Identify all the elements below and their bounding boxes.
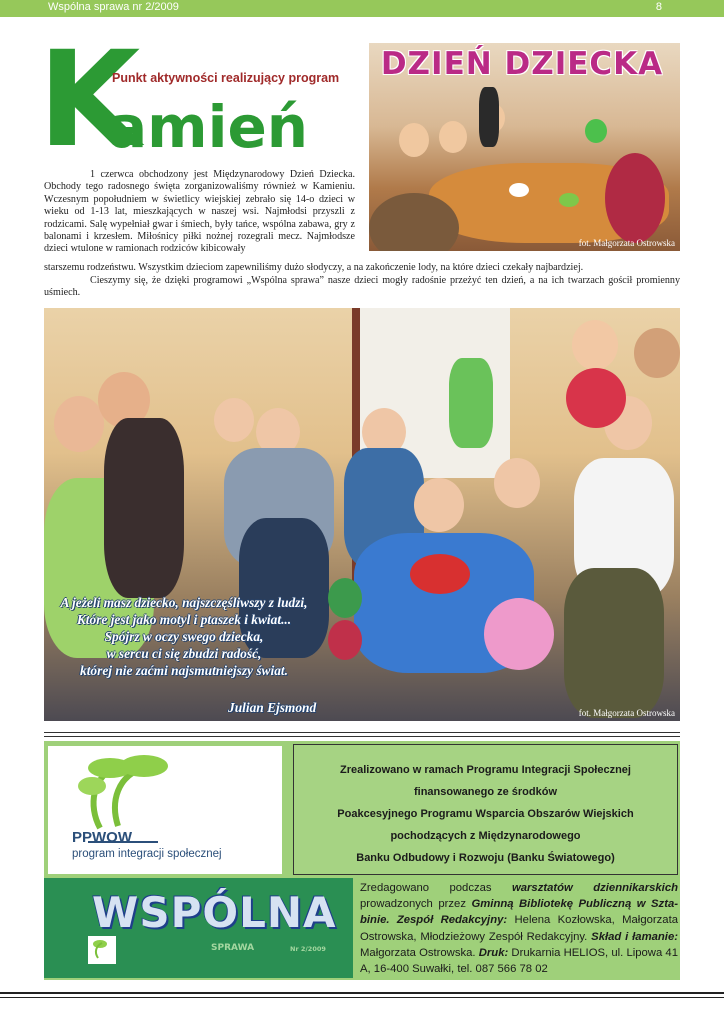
newsletter-title: WSPÓLNA	[92, 888, 337, 937]
page-header	[0, 0, 724, 17]
editorial-credits	[360, 880, 678, 977]
divider-top	[44, 732, 680, 733]
editorial-text: Helena Kozłowska, Małgorzata Ostrowska, Młodzieżowy Zespół Redakcyjny.	[360, 914, 678, 943]
photo-credit-bottom: fot. Małgorzata Ostrowska	[578, 708, 675, 718]
ppwow-mini-tree-icon	[88, 936, 116, 964]
editorial-text: Małgorzata Ostrowska.	[360, 946, 479, 959]
article-title: DZIEŃ DZIECKA	[380, 46, 664, 82]
divider-top-2	[44, 736, 680, 737]
editorial-text: Drukarnia HELIOS, ul. Lipowa 41 A, 16-400 Suwałki, tel. 087 566 78 02	[360, 946, 678, 976]
funding-line: Poakcesyjnego Programu Wsparcia Obszarów Wiejskich	[337, 808, 634, 820]
funding-line: Zrealizowano w ramach Programu Integracji Społecznej	[340, 764, 631, 776]
bottom-rule-2	[0, 997, 724, 998]
poem	[40, 594, 328, 679]
article-paragraph-1-end: starszemu rodzeństwu. Wszystkim dzieciom zapewniliśmy dużo słodyczy, a na zakończenie lody, na które dzieci czekały najbardziej.	[44, 262, 584, 273]
kamien-logo-subtitle: Punkt aktywności realizujący program	[112, 71, 340, 85]
editorial-bold: warsztatów dziennikarskich	[511, 882, 678, 894]
poem-line: Spójrz w oczy swego dziecka,	[104, 629, 264, 644]
editorial-text: prowadzonych przez	[360, 898, 472, 911]
poem-author: Julian Ejsmond	[228, 700, 317, 715]
funding-line: Banku Odbudowy i Rozwoju (Banku Światowego)	[356, 852, 615, 864]
editorial-bold: Druk:	[478, 946, 509, 959]
funding-text	[293, 759, 678, 869]
editorial-bold: Gminną Bibliotekę Publiczną w Szta-binie. Zespół Redakcyjny:	[360, 898, 678, 927]
ppwow-subtitle: program integracji społecznej	[72, 848, 222, 860]
funding-line: pochodzących z Międzynarodowego	[390, 830, 581, 842]
funding-line: finansowanego ze środków	[413, 786, 558, 798]
poem-line: A jeżeli masz dziecko, najszczęśliwszy z ludzi,	[60, 595, 308, 610]
article-paragraph-2: Cieszymy się, że dzięki programowi „Wspólna sprawa” nasze dzieci mogły radośnie przeżyć ten dzień, a na ich twarzach gościł promienny uśmiech.	[44, 275, 680, 299]
article-paragraph-1: 1 czerwca obchodzony jest Międzynarodowy Dzień Dziecka. Obchody tego radosnego święta zorganizowaliśmy również w Kamieniu. Wczesnym popołudniem w świetlicy wiejskiej zebrało się 14-o dzieci w wieku od 1-13 lat, mieszkających w naszej wsi. Najmłodsi przyszli z rodzicami. Salę wypełniał gwar i śmiech, były tańce, wspólna zabawa, gry z balonami i krzesłem. Miłośnicy piłki nożnej rozegrali mecz. Najmłodsze dzieci wtulone w ramionach rodziców kibicowały	[44, 169, 355, 255]
ppwow-mini-logo	[88, 936, 116, 964]
poem-line: której nie zaćmi najsmutniejszy świat.	[80, 663, 288, 678]
bottom-rule	[0, 992, 724, 994]
poem-line: Które jest jako motyl i ptaszek i kwiat...	[76, 612, 292, 627]
page-number: 8	[655, 1, 662, 13]
issue-label: Wspólna sprawa nr 2/2009	[48, 1, 179, 13]
newsletter-subtitle: SPRAWA	[211, 943, 255, 953]
newsletter-issue: Nr 2/2009	[290, 945, 326, 953]
poem-line: w sercu ci się zbudzi radość,	[106, 646, 262, 661]
editorial-text: Zredagowano podczas	[360, 882, 512, 894]
kamien-logo-initial: K	[38, 23, 141, 177]
kamien-logo-rest: amień	[108, 93, 309, 161]
ppwow-name: PPWOW	[72, 829, 132, 846]
photo-credit-top: fot. Małgorzata Ostrowska	[578, 238, 675, 248]
editorial-bold: Skład i łamanie:	[591, 930, 678, 943]
